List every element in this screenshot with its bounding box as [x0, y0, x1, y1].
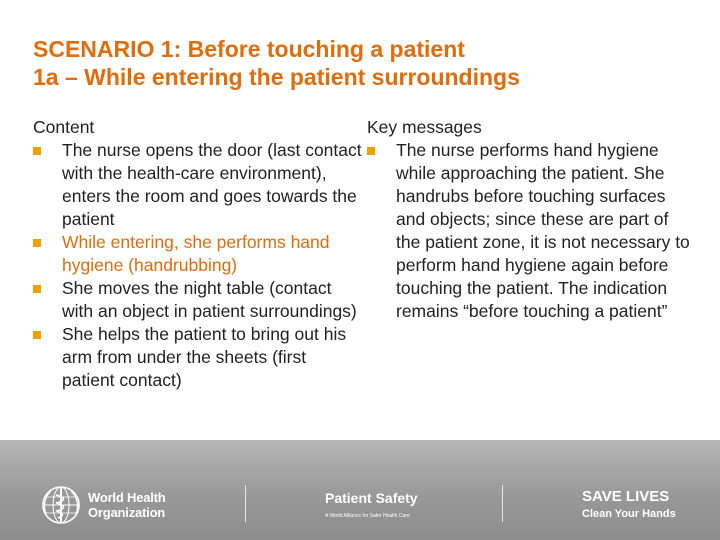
content-list [33, 139, 363, 392]
square-bullet-icon [367, 147, 375, 155]
square-bullet-icon [33, 239, 41, 247]
square-bullet-icon [33, 331, 41, 339]
content-column [33, 116, 363, 392]
save-lives-title: SAVE LIVES [582, 488, 670, 505]
slide-title-line-2: 1a – While entering the patient surroundings [33, 64, 520, 90]
key-messages-list [367, 139, 697, 323]
who-emblem-icon [40, 484, 82, 526]
square-bullet-icon [33, 147, 41, 155]
footer-banner [0, 440, 720, 540]
clean-hands-subtitle: Clean Your Hands [582, 508, 676, 520]
key-message-bullet-1 [367, 139, 697, 323]
square-bullet-icon [33, 285, 41, 293]
content-bullet-text: The nurse opens the door (last contact with the health-care environment), enters the room and goes towards the patient [62, 140, 362, 229]
content-bullet-4 [33, 323, 363, 392]
content-bullet-text: She helps the patient to bring out his arm from under the sheets (first patient contact) [62, 324, 347, 390]
slide-title-line-1: SCENARIO 1: Before touching a patient [33, 36, 465, 62]
key-messages-column [367, 116, 697, 323]
content-bullet-1 [33, 139, 363, 231]
key-message-text: The nurse performs hand hygiene while approaching the patient. She handrubs before touching surfaces and objects; since these are part of the patient zone, it is not necessary to perform hand hygiene again before touching the patient. The indication remains “before touching a patient” [396, 140, 690, 321]
key-messages-heading: Key messages [367, 117, 482, 137]
content-bullet-2 [33, 231, 363, 277]
slide-title [33, 35, 693, 91]
content-bullet-3 [33, 277, 363, 323]
footer-divider [245, 485, 246, 522]
content-heading: Content [33, 117, 95, 137]
who-wordmark [88, 490, 166, 520]
who-wordmark-line-2: Organization [88, 505, 166, 520]
patient-safety-title: Patient Safety [325, 490, 418, 506]
content-bullet-text: She moves the night table (contact with an object in patient surroundings) [62, 278, 357, 321]
patient-safety-subtitle: A World Alliance for Safer Health Care [325, 513, 410, 519]
content-bullet-text: While entering, she performs hand hygiene (handrubbing) [62, 232, 330, 275]
footer-divider [502, 485, 503, 522]
who-wordmark-line-1: World Health [88, 490, 166, 505]
